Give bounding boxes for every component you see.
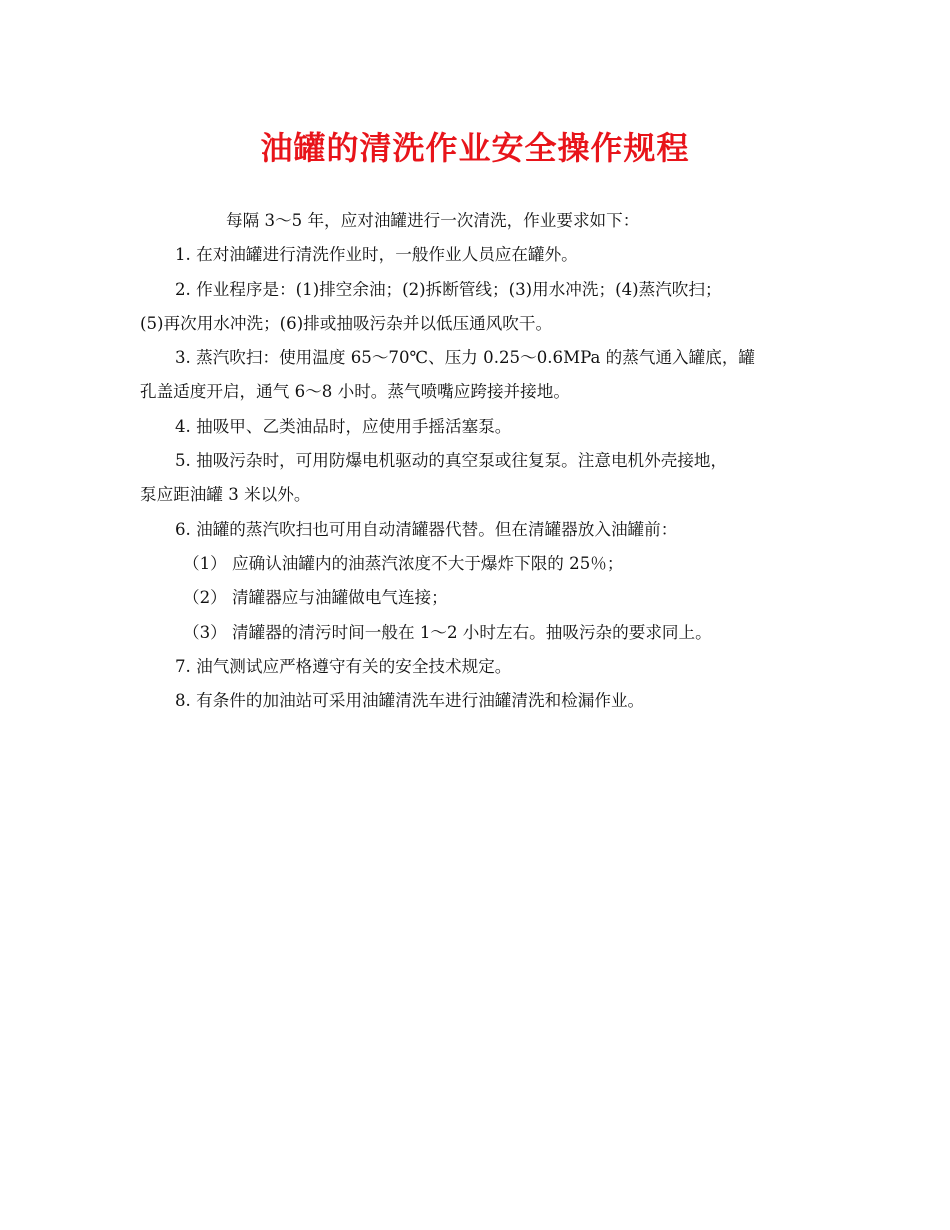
item-6-sub-3: （3） 清罐器的清污时间一般在 1～2 小时左右。抽吸污杂的要求同上。 [183, 622, 712, 642]
item-8: 8. 有条件的加油站可采用油罐清洗车进行油罐清洗和检漏作业。 [175, 691, 645, 711]
item-6-sub-1: （1） 应确认油罐内的油蒸汽浓度不大于爆炸下限的 25％； [183, 553, 624, 573]
item-4: 4. 抽吸甲、乙类油品时，应使用手摇活塞泵。 [175, 416, 512, 436]
item-3: 3. 蒸汽吹扫：使用温度 65～70℃、压力 0.25～0.6MPa 的蒸气通入罐底，罐 [175, 348, 756, 368]
item-6: 6. 油罐的蒸汽吹扫也可用自动清罐器代替。但在清罐器放入油罐前： [175, 519, 678, 539]
document-title: 油罐的清洗作业安全操作规程 [260, 129, 690, 167]
item-5-continued: 泵应距油罐 3 米以外。 [140, 485, 311, 505]
item-6-sub-2: （2） 清罐器应与油罐做电气连接； [183, 588, 448, 608]
document-body [140, 204, 812, 718]
item-5: 5. 抽吸污杂时，可用防爆电机驱动的真空泵或往复泵。注意电机外壳接地， [175, 451, 728, 471]
item-2-continued: (5)再次用水冲洗；(6)排或抽吸污杂并以低压通风吹干。 [140, 313, 553, 333]
item-1: 1. 在对油罐进行清洗作业时，一般作业人员应在罐外。 [175, 245, 578, 265]
item-3-continued: 孔盖适度开启，通气 6～8 小时。蒸气喷嘴应跨接并接地。 [140, 382, 570, 402]
item-2: 2. 作业程序是：(1)排空余油；(2)拆断管线；(3)用水冲洗；(4)蒸汽吹扫； [175, 279, 722, 299]
item-7: 7. 油气测试应严格遵守有关的安全技术规定。 [175, 656, 512, 676]
intro-paragraph: 每隔 3～5 年，应对油罐进行一次清洗，作业要求如下： [226, 211, 640, 230]
